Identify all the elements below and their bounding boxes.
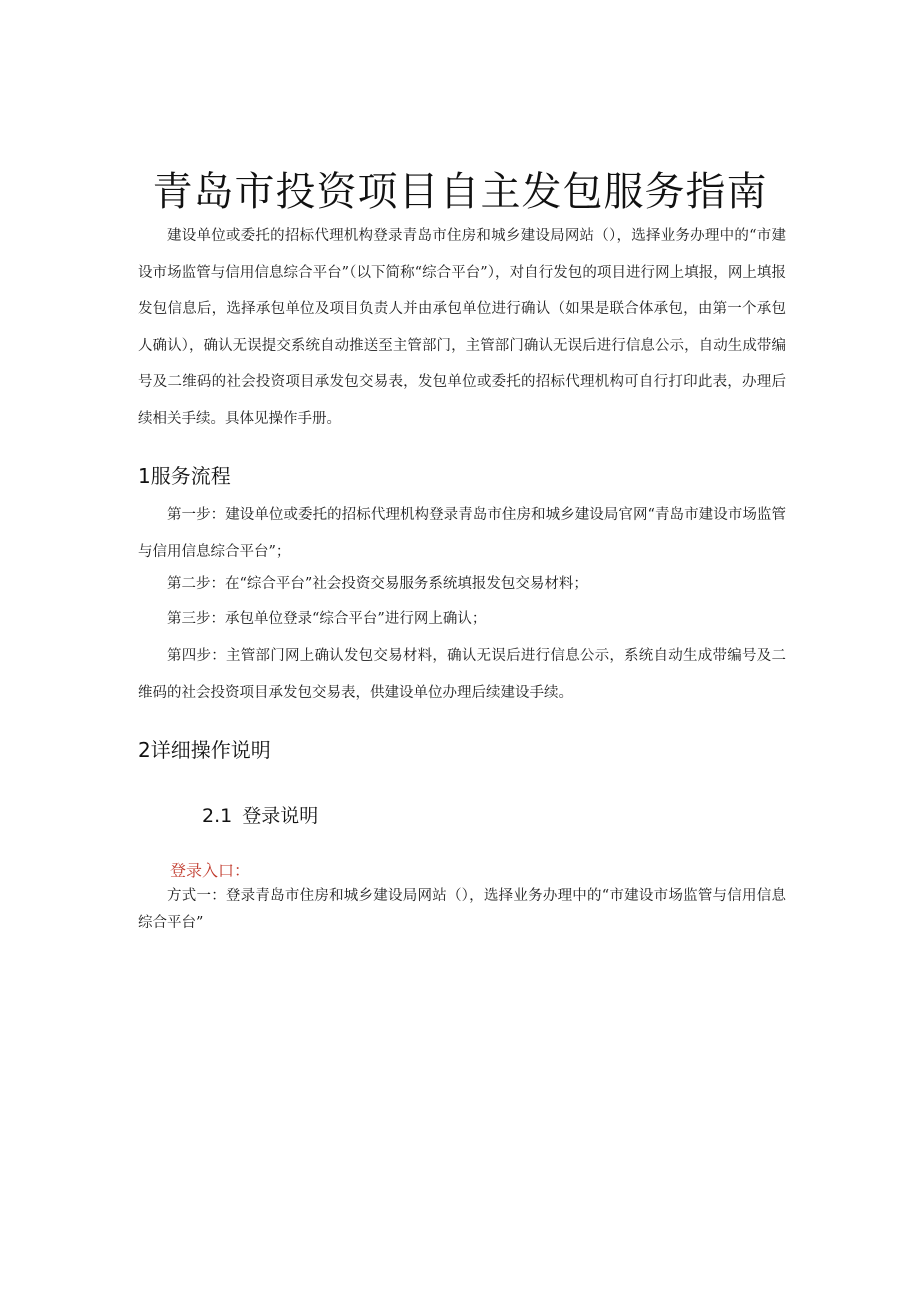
- subsection-number: 2.1: [202, 805, 233, 827]
- intro-paragraph: 建设单位或委托的招标代理机构登录青岛市住房和城乡建设局网站（），选择业务办理中的“市建设市场监管与信用信息综合平台”（以下简称“综合平台”），对自行发包的项目进行网上填报，网上填报发包信息后，选择承包单位及项目负责人并由承包单位进行确认（如果是联合体承包，由第一个承包人确认），确认无误提交系统自动推送至主管部门，主管部门确认无误后进行信息公示，自动生成带编号及二维码的社会投资项目承发包交易表，发包单位或委托的招标代理机构可自行打印此表，办理后续相关手续。具体见操作手册。: [138, 228, 786, 427]
- step-4-paragraph: 第四步：主管部门网上确认发包交易材料，确认无误后进行信息公示，系统自动生成带编号及二维码的社会投资项目承发包交易表，供建设单位办理后续建设手续。: [138, 648, 786, 701]
- step-3-paragraph: 第三步：承包单位登录“综合平台”进行网上确认；: [167, 611, 487, 627]
- subsection-heading-login: [202, 801, 318, 828]
- method-1-paragraph: 方式一：登录青岛市住房和城乡建设局网站（），选择业务办理中的“市建设市场监管与信用信息综合平台”: [138, 888, 786, 931]
- section-heading-detailed-operation: 2详细操作说明: [138, 738, 271, 762]
- section-heading-service-process: 1服务流程: [138, 464, 231, 488]
- page-title: 青岛市投资项目自主发包服务指南: [152, 169, 768, 215]
- step-1-paragraph: 第一步：建设单位或委托的招标代理机构登录青岛市住房和城乡建设局官网“青岛市建设市场监管与信用信息综合平台”；: [138, 507, 786, 560]
- step-2-paragraph: 第二步：在“综合平台”社会投资交易服务系统填报发包交易材料；: [167, 576, 588, 592]
- subsection-title: 登录说明: [242, 805, 319, 827]
- login-entry-label: 登录入口：: [170, 861, 251, 880]
